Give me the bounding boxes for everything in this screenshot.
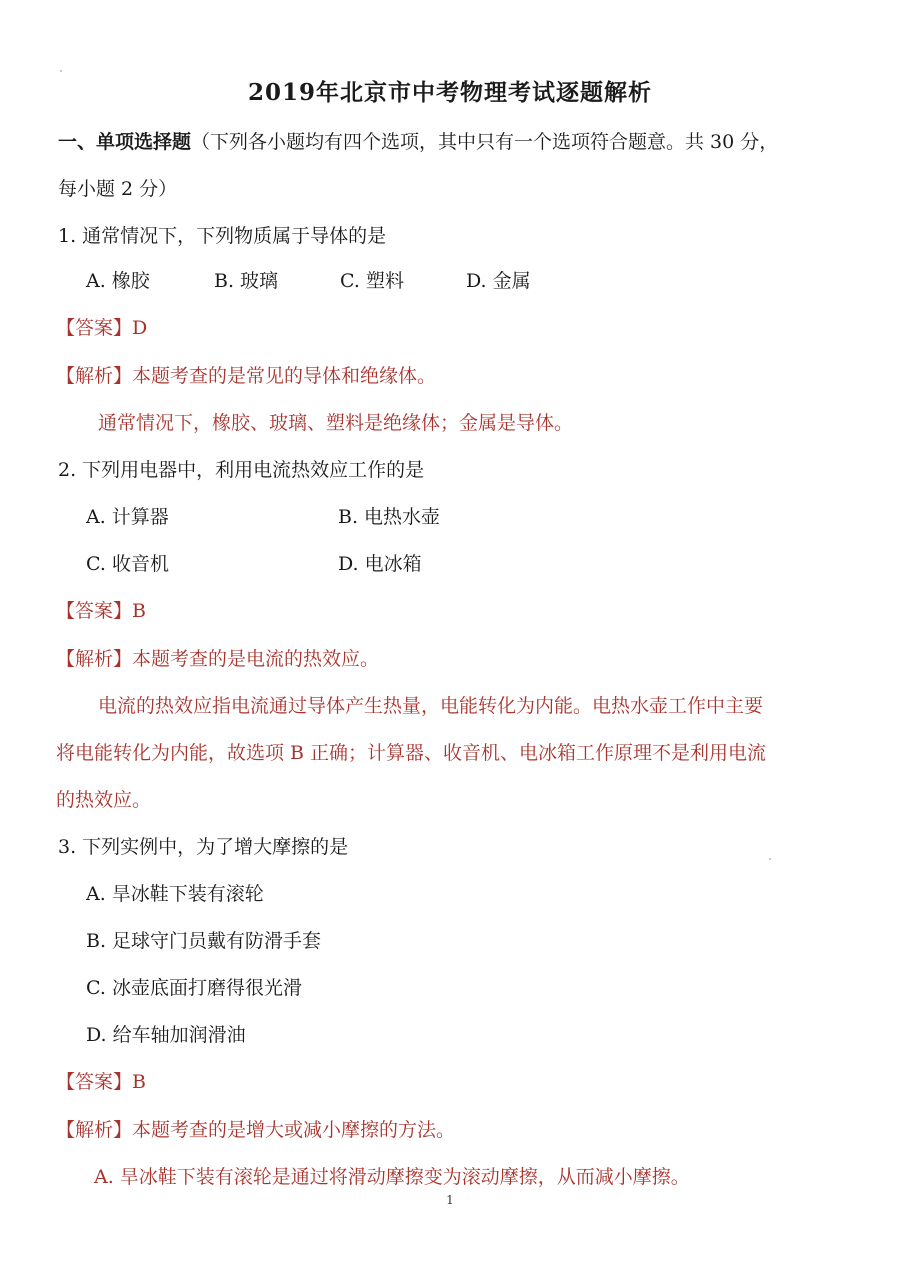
question-2-option-c: C. 收音机 [86,553,169,575]
question-1-stem: 1. 通常情况下，下列物质属于导体的是 [58,225,387,247]
analysis-text: 本题考查的是增大或减小摩擦的方法。 [132,1119,456,1141]
question-3-option-d: D. 给车轴加润滑油 [86,1024,246,1046]
analysis-label: 【解析】 [56,1119,133,1141]
answer-value: D [132,317,148,339]
question-2-option-a: A. 计算器 [86,506,169,528]
question-1-option-b: B. 玻璃 [214,270,279,292]
question-3-stem: 3. 下列实例中，为了增大摩擦的是 [58,836,349,858]
scan-speck [60,70,62,72]
question-1-explanation: 通常情况下，橡胶、玻璃、塑料是绝缘体；金属是导体。 [98,412,574,434]
analysis-text: 本题考查的是常见的导体和绝缘体。 [132,365,437,387]
question-2-option-b: B. 电热水壶 [338,506,441,528]
section-heading: 一、单项选择题 [58,131,192,153]
analysis-text: 本题考查的是电流的热效应。 [132,648,380,670]
question-1-answer [56,314,147,342]
question-2-explanation-line-3: 的热效应。 [56,789,152,811]
question-1-option-d: D. 金属 [466,270,531,292]
question-3-option-a: A. 旱冰鞋下装有滚轮 [86,883,264,905]
question-3-explanation: A. 旱冰鞋下装有滚轮是通过将滑动摩擦变为滚动摩擦，从而减小摩擦。 [94,1166,690,1188]
answer-label: 【答案】 [56,1071,133,1093]
question-1-option-c: C. 塑料 [340,270,404,292]
answer-value: B [132,600,146,622]
page-number: 1 [446,1193,454,1207]
section-heading-line [58,128,778,156]
answer-value: B [132,1071,146,1093]
question-2-analysis [56,645,379,673]
question-2-explanation-line-2: 将电能转化为内能，故选项 B 正确；计算器、收音机、电冰箱工作原理不是利用电流 [56,742,767,764]
question-1-analysis [56,362,436,390]
scan-speck [769,858,771,860]
section-description: （下列各小题均有四个选项，其中只有一个选项符合题意。共 30 分， [191,131,779,153]
question-3-answer [56,1068,146,1096]
document-title: 2019年北京市中考物理考试逐题解析 [247,79,652,106]
analysis-label: 【解析】 [56,365,133,387]
question-2-stem: 2. 下列用电器中，利用电流热效应工作的是 [58,459,425,481]
answer-label: 【答案】 [56,317,133,339]
question-2-answer [56,597,146,625]
question-2-option-d: D. 电冰箱 [338,553,422,575]
question-2-explanation-line-1: 电流的热效应指电流通过导体产生热量，电能转化为内能。电热水壶工作中主要 [98,695,764,717]
section-description-cont: 每小题 2 分） [58,178,178,200]
question-1-option-a: A. 橡胶 [86,270,150,292]
answer-label: 【答案】 [56,600,133,622]
question-3-analysis [56,1116,455,1144]
question-3-option-b: B. 足球守门员戴有防滑手套 [86,930,322,952]
analysis-label: 【解析】 [56,648,133,670]
question-3-option-c: C. 冰壶底面打磨得很光滑 [86,977,302,999]
